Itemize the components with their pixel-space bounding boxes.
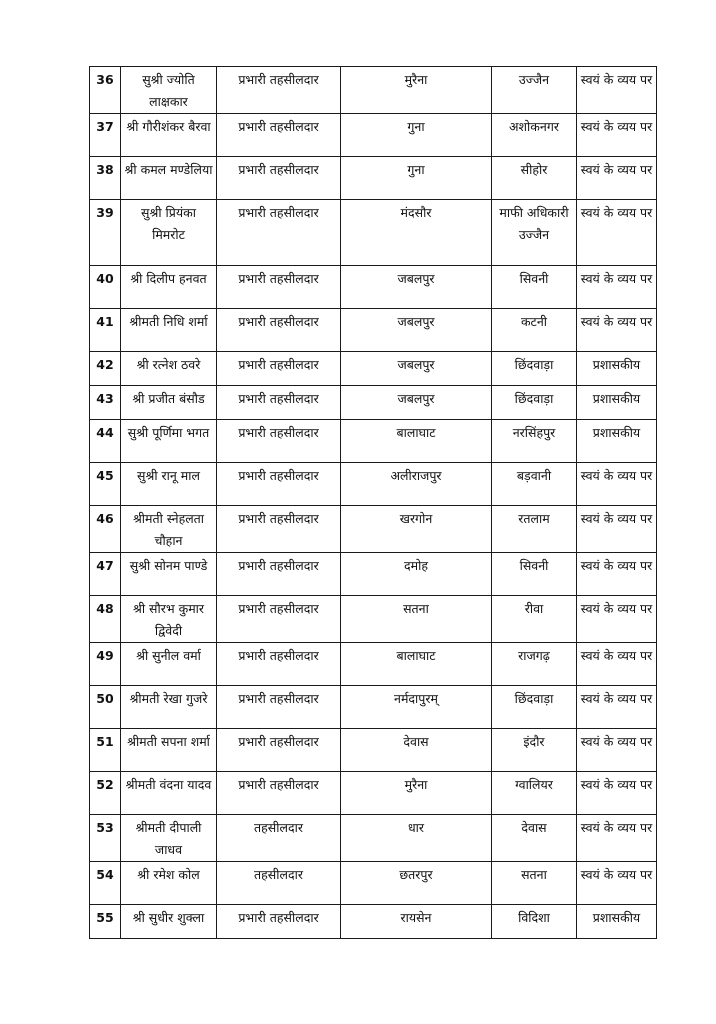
from-district-cell: दमोह — [341, 553, 492, 596]
table-row — [90, 772, 657, 815]
serial-number-cell: 36 — [90, 67, 121, 114]
officer-name-cell: श्रीमती दीपाली जाधव — [121, 815, 217, 862]
designation-cell: प्रभारी तहसीलदार — [217, 643, 341, 686]
designation-cell: प्रभारी तहसीलदार — [217, 463, 341, 506]
serial-number-cell: 43 — [90, 386, 121, 420]
table-row — [90, 686, 657, 729]
remark-cell: स्वयं के व्यय पर — [577, 114, 657, 157]
from-district-cell: धार — [341, 815, 492, 862]
remark-cell: स्वयं के व्यय पर — [577, 729, 657, 772]
officer-name-cell: श्री दिलीप हनवत — [121, 266, 217, 309]
designation-cell: तहसीलदार — [217, 815, 341, 862]
designation-cell: प्रभारी तहसीलदार — [217, 420, 341, 463]
officer-name-cell: श्री सौरभ कुमार द्विवेदी — [121, 596, 217, 643]
serial-number-cell: 45 — [90, 463, 121, 506]
serial-number-cell: 55 — [90, 905, 121, 939]
remark-cell: स्वयं के व्यय पर — [577, 686, 657, 729]
table-row — [90, 506, 657, 553]
remark-cell: स्वयं के व्यय पर — [577, 463, 657, 506]
from-district-cell: बालाघाट — [341, 643, 492, 686]
remark-cell: स्वयं के व्यय पर — [577, 309, 657, 352]
to-district-cell: विदिशा — [492, 905, 577, 939]
from-district-cell: नर्मदापुरम् — [341, 686, 492, 729]
serial-number-cell: 41 — [90, 309, 121, 352]
designation-cell: तहसीलदार — [217, 862, 341, 905]
to-district-cell: सिवनी — [492, 553, 577, 596]
to-district-cell: कटनी — [492, 309, 577, 352]
remark-cell: प्रशासकीय — [577, 386, 657, 420]
from-district-cell: गुना — [341, 157, 492, 200]
officer-name-cell: श्रीमती रेखा गुजरे — [121, 686, 217, 729]
serial-number-cell: 40 — [90, 266, 121, 309]
designation-cell: प्रभारी तहसीलदार — [217, 729, 341, 772]
remark-cell: स्वयं के व्यय पर — [577, 596, 657, 643]
officer-name-cell: श्री रमेश कोल — [121, 862, 217, 905]
officer-name-cell: श्री रत्नेश ठवरे — [121, 352, 217, 386]
transfer-table-body — [90, 67, 657, 939]
from-district-cell: मुरैना — [341, 67, 492, 114]
serial-number-cell: 42 — [90, 352, 121, 386]
table-row — [90, 114, 657, 157]
remark-cell: स्वयं के व्यय पर — [577, 506, 657, 553]
from-district-cell: जबलपुर — [341, 309, 492, 352]
serial-number-cell: 48 — [90, 596, 121, 643]
remark-cell: प्रशासकीय — [577, 420, 657, 463]
officer-name-cell: सुश्री रानू माल — [121, 463, 217, 506]
table-row — [90, 463, 657, 506]
to-district-cell: राजगढ़ — [492, 643, 577, 686]
designation-cell: प्रभारी तहसीलदार — [217, 309, 341, 352]
table-row — [90, 157, 657, 200]
from-district-cell: गुना — [341, 114, 492, 157]
to-district-cell: छिंदवाड़ा — [492, 352, 577, 386]
remark-cell: स्वयं के व्यय पर — [577, 200, 657, 266]
from-district-cell: मुरैना — [341, 772, 492, 815]
officer-name-cell: श्री सुनील वर्मा — [121, 643, 217, 686]
remark-cell: स्वयं के व्यय पर — [577, 643, 657, 686]
serial-number-cell: 50 — [90, 686, 121, 729]
table-row — [90, 643, 657, 686]
serial-number-cell: 39 — [90, 200, 121, 266]
designation-cell: प्रभारी तहसीलदार — [217, 596, 341, 643]
officer-name-cell: श्री गौरीशंकर बैरवा — [121, 114, 217, 157]
serial-number-cell: 53 — [90, 815, 121, 862]
serial-number-cell: 44 — [90, 420, 121, 463]
serial-number-cell: 52 — [90, 772, 121, 815]
to-district-cell: छिंदवाड़ा — [492, 686, 577, 729]
transfer-table — [89, 66, 657, 939]
officer-name-cell: सुश्री पूर्णिमा भगत — [121, 420, 217, 463]
designation-cell: प्रभारी तहसीलदार — [217, 905, 341, 939]
from-district-cell: जबलपुर — [341, 266, 492, 309]
from-district-cell: देवास — [341, 729, 492, 772]
designation-cell: प्रभारी तहसीलदार — [217, 67, 341, 114]
table-row — [90, 553, 657, 596]
serial-number-cell: 51 — [90, 729, 121, 772]
table-row — [90, 862, 657, 905]
from-district-cell: मंदसौर — [341, 200, 492, 266]
table-row — [90, 352, 657, 386]
table-row — [90, 67, 657, 114]
from-district-cell: अलीराजपुर — [341, 463, 492, 506]
table-row — [90, 266, 657, 309]
to-district-cell: सतना — [492, 862, 577, 905]
officer-name-cell: सुश्री प्रियंका मिमरोट — [121, 200, 217, 266]
table-row — [90, 386, 657, 420]
to-district-cell: देवास — [492, 815, 577, 862]
table-row — [90, 420, 657, 463]
to-district-cell: नरसिंहपुर — [492, 420, 577, 463]
table-row — [90, 200, 657, 266]
to-district-cell: रतलाम — [492, 506, 577, 553]
table-row — [90, 309, 657, 352]
officer-name-cell: श्री सुधीर शुक्ला — [121, 905, 217, 939]
designation-cell: प्रभारी तहसीलदार — [217, 553, 341, 596]
to-district-cell: उज्जैन — [492, 67, 577, 114]
from-district-cell: रायसेन — [341, 905, 492, 939]
table-row — [90, 815, 657, 862]
remark-cell: स्वयं के व्यय पर — [577, 862, 657, 905]
serial-number-cell: 37 — [90, 114, 121, 157]
officer-name-cell: सुश्री ज्योति लाक्षकार — [121, 67, 217, 114]
to-district-cell: रीवा — [492, 596, 577, 643]
from-district-cell: बालाघाट — [341, 420, 492, 463]
officer-name-cell: श्री कमल मण्डेलिया — [121, 157, 217, 200]
from-district-cell: जबलपुर — [341, 386, 492, 420]
remark-cell: स्वयं के व्यय पर — [577, 157, 657, 200]
officer-name-cell: श्री प्रजीत बंसौड — [121, 386, 217, 420]
from-district-cell: छतरपुर — [341, 862, 492, 905]
officer-name-cell: सुश्री सोनम पाण्डे — [121, 553, 217, 596]
designation-cell: प्रभारी तहसीलदार — [217, 352, 341, 386]
officer-name-cell: श्रीमती वंदना यादव — [121, 772, 217, 815]
to-district-cell: बड़वानी — [492, 463, 577, 506]
table-row — [90, 905, 657, 939]
to-district-cell: छिंदवाड़ा — [492, 386, 577, 420]
table-row — [90, 596, 657, 643]
officer-name-cell: श्रीमती सपना शर्मा — [121, 729, 217, 772]
to-district-cell: सीहोर — [492, 157, 577, 200]
to-district-cell: माफी अधिकारी उज्जैन — [492, 200, 577, 266]
designation-cell: प्रभारी तहसीलदार — [217, 200, 341, 266]
from-district-cell: सतना — [341, 596, 492, 643]
serial-number-cell: 49 — [90, 643, 121, 686]
designation-cell: प्रभारी तहसीलदार — [217, 686, 341, 729]
remark-cell: प्रशासकीय — [577, 905, 657, 939]
remark-cell: स्वयं के व्यय पर — [577, 772, 657, 815]
remark-cell: स्वयं के व्यय पर — [577, 67, 657, 114]
from-district-cell: जबलपुर — [341, 352, 492, 386]
remark-cell: स्वयं के व्यय पर — [577, 553, 657, 596]
remark-cell: स्वयं के व्यय पर — [577, 815, 657, 862]
from-district-cell: खरगोन — [341, 506, 492, 553]
serial-number-cell: 38 — [90, 157, 121, 200]
designation-cell: प्रभारी तहसीलदार — [217, 772, 341, 815]
remark-cell: प्रशासकीय — [577, 352, 657, 386]
to-district-cell: इंदौर — [492, 729, 577, 772]
table-row — [90, 729, 657, 772]
serial-number-cell: 47 — [90, 553, 121, 596]
serial-number-cell: 54 — [90, 862, 121, 905]
designation-cell: प्रभारी तहसीलदार — [217, 266, 341, 309]
designation-cell: प्रभारी तहसीलदार — [217, 114, 341, 157]
designation-cell: प्रभारी तहसीलदार — [217, 506, 341, 553]
officer-name-cell: श्रीमती स्नेहलता चौहान — [121, 506, 217, 553]
remark-cell: स्वयं के व्यय पर — [577, 266, 657, 309]
designation-cell: प्रभारी तहसीलदार — [217, 157, 341, 200]
to-district-cell: ग्वालियर — [492, 772, 577, 815]
to-district-cell: सिवनी — [492, 266, 577, 309]
designation-cell: प्रभारी तहसीलदार — [217, 386, 341, 420]
officer-name-cell: श्रीमती निधि शर्मा — [121, 309, 217, 352]
serial-number-cell: 46 — [90, 506, 121, 553]
to-district-cell: अशोकनगर — [492, 114, 577, 157]
